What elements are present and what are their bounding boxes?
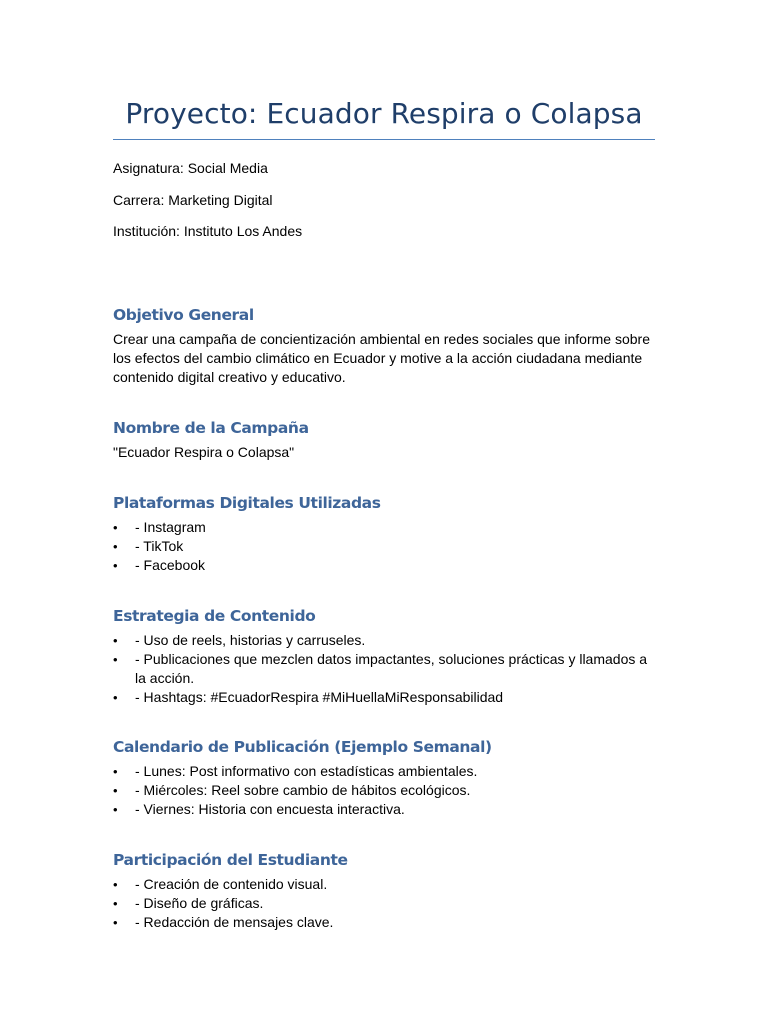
list-item — [113, 518, 658, 537]
list-item — [113, 894, 658, 913]
meta-carrera: Carrera: Marketing Digital — [113, 191, 273, 208]
list-item — [113, 631, 658, 650]
list-item-text: - Diseño de gráficas. — [135, 895, 264, 911]
bullet-list — [113, 875, 658, 932]
section-plataformas — [113, 492, 658, 575]
bullet-icon: • — [113, 764, 118, 779]
list-item-text: - Facebook — [135, 557, 206, 573]
section-participacion — [113, 849, 658, 932]
list-item — [113, 800, 658, 819]
document-meta — [113, 158, 302, 253]
list-item — [113, 556, 658, 575]
bullet-icon: • — [113, 539, 118, 554]
bullet-icon: • — [113, 633, 118, 648]
list-item-text: - Viernes: Historia con encuesta interactiva. — [135, 801, 405, 817]
list-item-text: - Miércoles: Reel sobre cambio de hábitos ecológicos. — [135, 782, 471, 798]
bullet-icon: • — [113, 896, 118, 911]
section-heading: Estrategia de Contenido — [113, 607, 316, 625]
title-block — [113, 92, 655, 140]
section-paragraph: Crear una campaña de concientización ambiental en redes sociales que informe sobre los efectos del cambio climático en Ecuador y motive a la acción ciudadana mediante contenido digital creativo y educativo. — [113, 331, 650, 385]
meta-asignatura: Asignatura: Social Media — [113, 160, 268, 176]
list-item-text: - Publicaciones que mezclen datos impactantes, soluciones prácticas y llamados a la acción. — [135, 651, 648, 686]
list-item-text: - Hashtags: #EcuadorRespira #MiHuellaMiResponsabilidad — [135, 689, 504, 705]
list-item-text: - Creación de contenido visual. — [135, 876, 328, 892]
bullet-list — [113, 631, 658, 707]
list-item-text: - Lunes: Post informativo con estadísticas ambientales. — [135, 763, 478, 779]
bullet-list — [113, 518, 658, 575]
title-underline — [113, 139, 655, 140]
list-item — [113, 762, 658, 781]
bullet-icon: • — [113, 652, 118, 667]
section-paragraph: "Ecuador Respira o Colapsa" — [113, 444, 295, 460]
meta-institucion: Institución: Instituto Los Andes — [113, 223, 303, 239]
bullet-icon: • — [113, 783, 118, 798]
bullet-icon: • — [113, 558, 118, 573]
bullet-icon: • — [113, 877, 118, 892]
section-heading: Objetivo General — [113, 306, 254, 324]
bullet-icon: • — [113, 915, 118, 930]
list-item — [113, 688, 658, 707]
bullet-icon: • — [113, 802, 118, 817]
list-item-text: - Instagram — [135, 519, 206, 535]
section-nombre-campana — [113, 417, 658, 462]
bullet-list — [113, 762, 658, 819]
section-heading: Calendario de Publicación (Ejemplo Semanal) — [113, 738, 492, 756]
bullet-icon: • — [113, 520, 118, 535]
document-title: Proyecto: Ecuador Respira o Colapsa — [125, 97, 643, 130]
section-heading: Nombre de la Campaña — [113, 419, 309, 437]
section-heading: Plataformas Digitales Utilizadas — [113, 494, 381, 512]
bullet-icon: • — [113, 690, 118, 705]
list-item — [113, 875, 658, 894]
list-item — [113, 913, 658, 932]
list-item — [113, 537, 658, 556]
section-calendario — [113, 736, 658, 819]
section-objetivo-general — [113, 304, 658, 387]
list-item — [113, 650, 658, 688]
list-item-text: - TikTok — [135, 538, 184, 554]
list-item-text: - Uso de reels, historias y carruseles. — [135, 632, 366, 648]
list-item-text: - Redacción de mensajes clave. — [135, 914, 334, 930]
section-heading: Participación del Estudiante — [113, 851, 348, 869]
list-item — [113, 781, 658, 800]
section-estrategia — [113, 605, 658, 707]
